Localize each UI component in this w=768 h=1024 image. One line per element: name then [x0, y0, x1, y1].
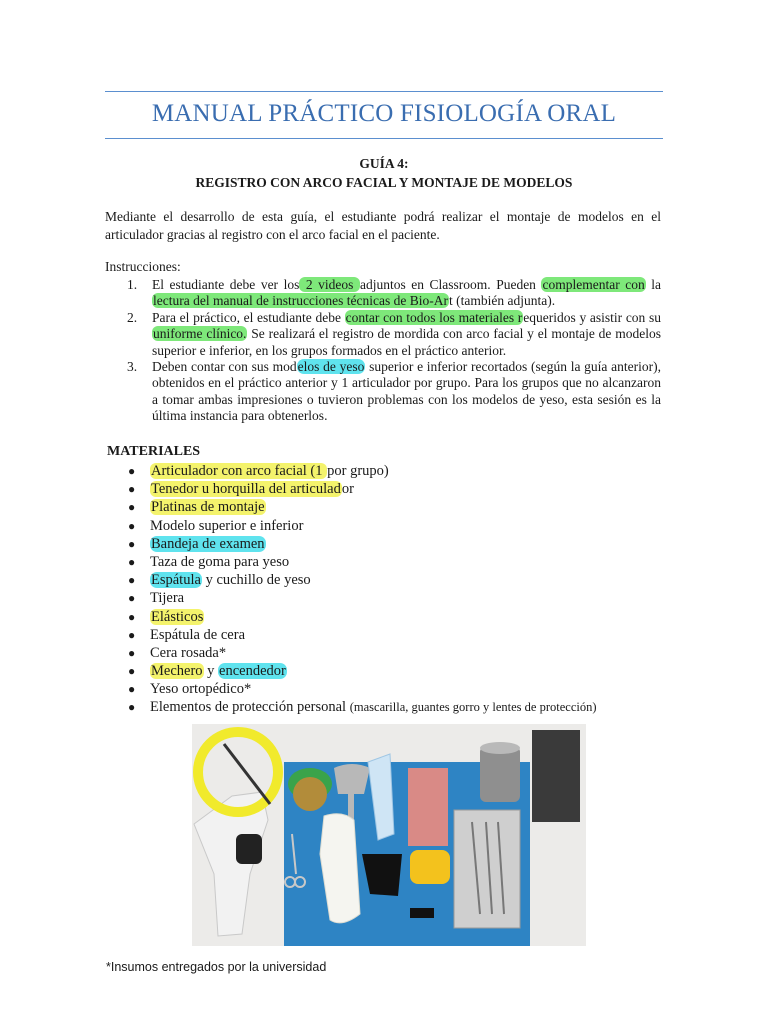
text-run: Cera rosada* [150, 644, 227, 661]
text-run: Yeso ortopédico* [150, 681, 252, 698]
text-run: Elementos de protección personal [150, 699, 350, 716]
instruction-step [105, 277, 661, 310]
text-run: El estudiante debe ver los [152, 277, 300, 292]
bullet-icon: ● [128, 573, 136, 588]
guide-number: GUÍA 4: [359, 156, 409, 171]
top-rule [105, 91, 663, 92]
highlighted-text: encendedor [219, 663, 286, 680]
material-label [150, 517, 303, 535]
instruction-step [105, 359, 661, 425]
step-text [152, 359, 661, 425]
highlighted-text: Elásticos [151, 608, 204, 625]
mounting-plate-shape [293, 777, 327, 811]
material-label [150, 589, 184, 607]
instructions-list [105, 277, 661, 425]
instructions-label: Instrucciones: [105, 259, 181, 274]
wax-sheet-shape [408, 768, 448, 846]
bullet-icon: ● [128, 482, 136, 497]
step-number: 3. [127, 359, 138, 375]
materials-heading: MATERIALES [107, 444, 201, 459]
material-label [150, 626, 245, 644]
highlighted-text: contar con todos los materiales r [345, 309, 523, 325]
step-number: 1. [127, 277, 138, 292]
material-item [0, 644, 768, 662]
highlighted-text: Articulador con arco facial (1 [151, 463, 327, 479]
material-item [0, 517, 768, 535]
bullet-icon: ● [128, 464, 136, 478]
lighter-shape [410, 908, 434, 918]
bullet-icon: ● [128, 500, 136, 515]
material-item [0, 662, 768, 680]
page-title: MANUAL PRÁCTICO FISIOLOGÍA ORAL [151, 100, 617, 127]
text-run: por grupo) [327, 463, 389, 479]
material-item [0, 553, 768, 571]
material-item [0, 589, 768, 607]
highlighted-text: Bandeja de examen [151, 535, 265, 552]
step-text [152, 277, 661, 310]
bullet-icon: ● [128, 536, 136, 551]
material-item [0, 535, 768, 553]
highlighted-text: Mechero [151, 663, 203, 680]
bullet-icon: ● [128, 645, 136, 660]
text-run: Espátula de cera [150, 626, 246, 643]
text-run: equeridos y asistir con su [523, 309, 661, 325]
articulator-knob [236, 834, 262, 864]
footnote: *Insumos entregados por la universidad [106, 960, 327, 974]
material-item [0, 498, 768, 516]
material-item [0, 608, 768, 626]
text-run: adjuntos en Classroom. Pueden [359, 277, 542, 292]
material-item [0, 462, 768, 480]
material-label [150, 462, 389, 480]
text-run: Tijera [150, 590, 185, 607]
highlighted-text: lectura del manual de instrucciones técnicas de Bio-Ar [153, 293, 449, 309]
bullet-icon: ● [128, 518, 136, 533]
material-label [150, 662, 287, 680]
highlighted-text: Tenedor u horquilla del articulad [151, 481, 341, 498]
metal-cup-shape [480, 746, 520, 802]
text-run: superior e inferior recortados (según la guía anterior), obtenidos en el práctico anterior y 1 articulador por grupo. Para los grupos que no alcanzaron a tomar ambas impresiones o tuvieron problemas con los modelos de yeso, esta sesión es la última instancia para obtenerlos. [152, 359, 661, 424]
highlighted-text: Platinas de montaje [151, 499, 265, 516]
material-label [150, 498, 266, 516]
text-run: Se realizará el registro de mordida con arco facial y el montaje de modelos superior e inferior, en los grupos formados en el práctico anterior. [152, 326, 661, 358]
intro-paragraph: Mediante el desarrollo de esta guía, el estudiante podrá realizar el montaje de modelos en el articulador gracias al registro con el arco facial en el paciente. [105, 209, 661, 242]
highlighted-text: complementar con [542, 277, 645, 292]
material-label [150, 644, 226, 662]
material-label [150, 608, 204, 626]
material-item [0, 698, 768, 716]
material-label [150, 698, 597, 716]
materials-list [0, 462, 768, 717]
material-item [0, 680, 768, 698]
gloves-box-shape [532, 730, 580, 822]
highlighted-text: elos de yeso [297, 359, 365, 375]
bullet-icon: ● [128, 664, 136, 679]
material-label [150, 553, 289, 571]
material-item [0, 480, 768, 498]
bullet-icon: ● [128, 700, 136, 715]
text-run: Modelo superior e inferior [150, 517, 304, 534]
materials-photo [192, 724, 586, 946]
material-label [150, 535, 266, 553]
step-number: 2. [127, 309, 138, 325]
material-item [0, 626, 768, 644]
material-label [150, 571, 311, 589]
text-run: or [341, 481, 354, 498]
guide-title: REGISTRO CON ARCO FACIAL Y MONTAJE DE MODELOS [195, 175, 573, 190]
material-label [150, 680, 251, 698]
highlighted-text: Espátula [151, 572, 201, 589]
bullet-icon: ● [128, 627, 136, 642]
text-run: t (también adjunta). [449, 293, 556, 309]
material-label [150, 480, 354, 498]
text-run: Para el práctico, el estudiante debe [152, 309, 345, 325]
step-text [152, 310, 661, 359]
text-run: y cuchillo de yeso [201, 572, 311, 589]
instruction-step [105, 310, 661, 359]
bullet-icon: ● [128, 591, 136, 606]
bullet-icon: ● [128, 609, 136, 624]
text-run: (mascarilla, guantes gorro y lentes de protección) [349, 700, 597, 715]
highlighted-text: uniforme clínico. [153, 326, 247, 342]
material-item [0, 571, 768, 589]
highlighted-text: 2 videos [300, 277, 359, 292]
text-run: Taza de goma para yeso [150, 553, 290, 570]
text-run: Deben contar con sus mod [152, 359, 297, 375]
title-bottom-rule [105, 138, 663, 139]
yellow-plates-shape [410, 850, 450, 884]
bullet-icon: ● [128, 682, 136, 697]
bullet-icon: ● [128, 554, 136, 569]
text-run: y [203, 663, 219, 680]
text-run: la [645, 277, 661, 292]
